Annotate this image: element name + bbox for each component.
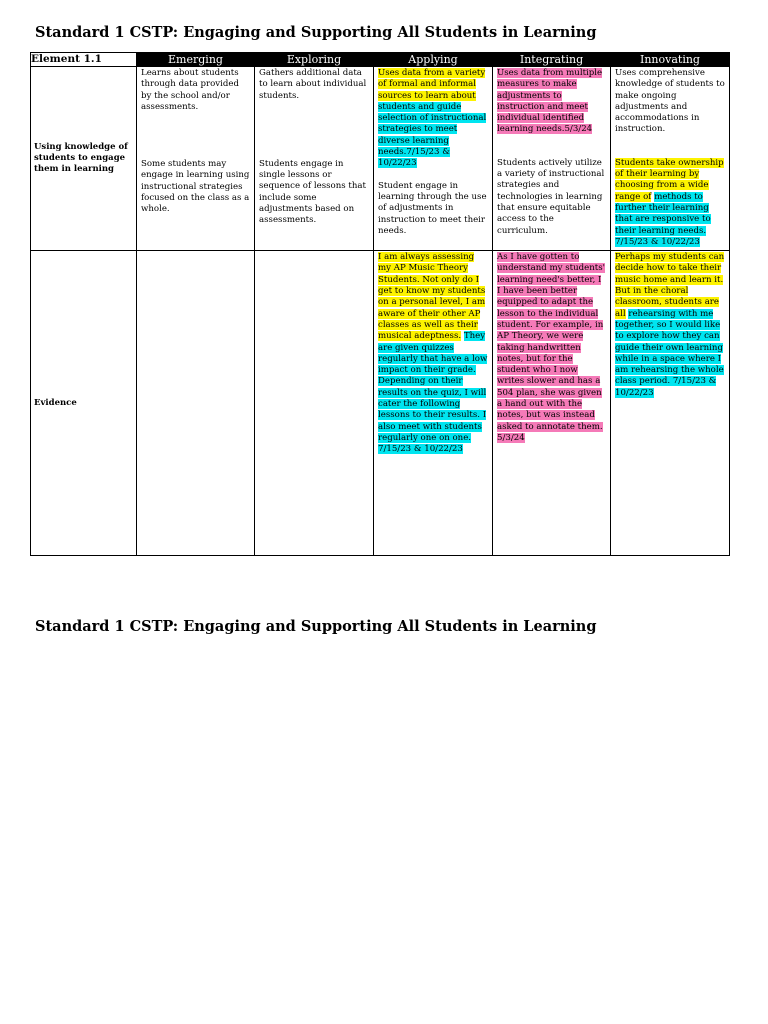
- header-innovating: Innovating: [611, 53, 730, 67]
- evidence-integrating-text: [497, 252, 606, 444]
- evidence-row: [31, 251, 730, 556]
- header-row: [31, 53, 730, 67]
- applying-text-a: [378, 68, 488, 170]
- evidence-innovating: [611, 251, 730, 556]
- row-label-knowledge: Using knowledge of students to engage them in learning: [31, 67, 137, 251]
- page-title-repeat: Standard 1 CSTP: Engaging and Supporting All Students in Learning: [35, 618, 597, 635]
- cell-integrating: [493, 67, 611, 251]
- header-exploring: Exploring: [255, 53, 374, 67]
- evidence-applying: [374, 251, 493, 556]
- integrating-text-b: Students actively utilize a variety of instructional strategies and technologies in learning that ensure equitable access to the curriculum.: [497, 157, 605, 236]
- cell-emerging: [137, 67, 255, 251]
- cell-exploring: [255, 67, 374, 251]
- innovating-highlight-cyan: methods to further their learning that are responsive to their learning needs. 7/15/23 & 10/22/23: [615, 191, 711, 247]
- evidence-applying-text: [378, 252, 488, 455]
- innovating-highlight-yellow: Students take ownership of their learning by choosing from a wide range of: [615, 157, 724, 202]
- evidence-innovating-highlight-yellow: Perhaps my students can decide how to take their music home and learn it. But in the choral classroom, students are all: [615, 252, 725, 319]
- evidence-innovating-highlight-cyan: rehearsing with me together, so I would like to explore how they can guide their own learning while in a space where I am rehearsing the whole class period. 7/15/23 & 10/22/23: [615, 308, 724, 398]
- header-applying: Applying: [374, 53, 493, 67]
- evidence-innovating-text: [615, 252, 725, 399]
- evidence-integrating: [493, 251, 611, 556]
- cell-applying: [374, 67, 493, 251]
- evidence-exploring: [255, 251, 374, 556]
- innovating-text-a: Uses comprehensive knowledge of students to make ongoing adjustments and accommodations in instruction.: [615, 68, 725, 135]
- exploring-text-b: Students engage in single lessons or sequence of lessons that include some adjustments based on assessments.: [259, 158, 366, 226]
- applying-highlight-cyan: students and guide selection of instructional strategies to meet diverse learning needs.7/15/23 & 10/22/23: [378, 101, 487, 169]
- knowledge-row: [31, 67, 730, 251]
- cstp-rubric-table: [30, 52, 730, 556]
- evidence-applying-highlight-yellow: I am always assessing my AP Music Theory Students. Not only do I get to know my students on a personal level, I am aware of their other AP classes as well as their musical adeptness.: [378, 252, 486, 342]
- header-integrating: Integrating: [493, 53, 611, 67]
- applying-highlight-yellow: Uses data from a variety of formal and informal sources to learn about: [378, 68, 486, 101]
- exploring-text-a: Gathers additional data to learn about individual students.: [259, 68, 367, 101]
- evidence-emerging: [137, 251, 255, 556]
- header-emerging: Emerging: [137, 53, 255, 67]
- evidence-applying-highlight-cyan: They are given quizzes regularly that have a low impact on their grade. Depending on their results on the quiz, I will cater the following lessons to their results. I also meet with students regularly one on one. 7/15/23 & 10/22/23: [378, 331, 488, 455]
- integrating-text-a: [497, 68, 606, 136]
- evidence-integrating-highlight-magenta: As I have gotten to understand my students' learning need's better, I I have been better equipped to adapt the lesson to the individual student. For example, in AP Theory, we were taking handwritten notes, but for the student who I now writes slower and has a 504 plan, she was given a hand out with the notes, but was instead asked to annotate them. 5/3/24: [497, 252, 606, 443]
- page-title: Standard 1 CSTP: Engaging and Supporting All Students in Learning: [35, 24, 597, 41]
- element-label: Element 1.1: [31, 53, 137, 67]
- emerging-text-a: Learns about students through data provided by the school and/or assessments.: [141, 68, 239, 112]
- innovating-text-b: [615, 158, 725, 248]
- integrating-highlight-magenta: Uses data from multiple measures to make adjustments to instruction and meet individual identified learning needs.5/3/24: [497, 68, 603, 135]
- applying-text-b: Student engage in learning through the use of adjustments in instruction to meet their needs.: [378, 180, 487, 236]
- cell-innovating: [611, 67, 730, 251]
- row-label-evidence: Evidence: [31, 251, 137, 556]
- emerging-text-b: Some students may engage in learning using instructional strategies focused on the class as a whole.: [141, 159, 250, 215]
